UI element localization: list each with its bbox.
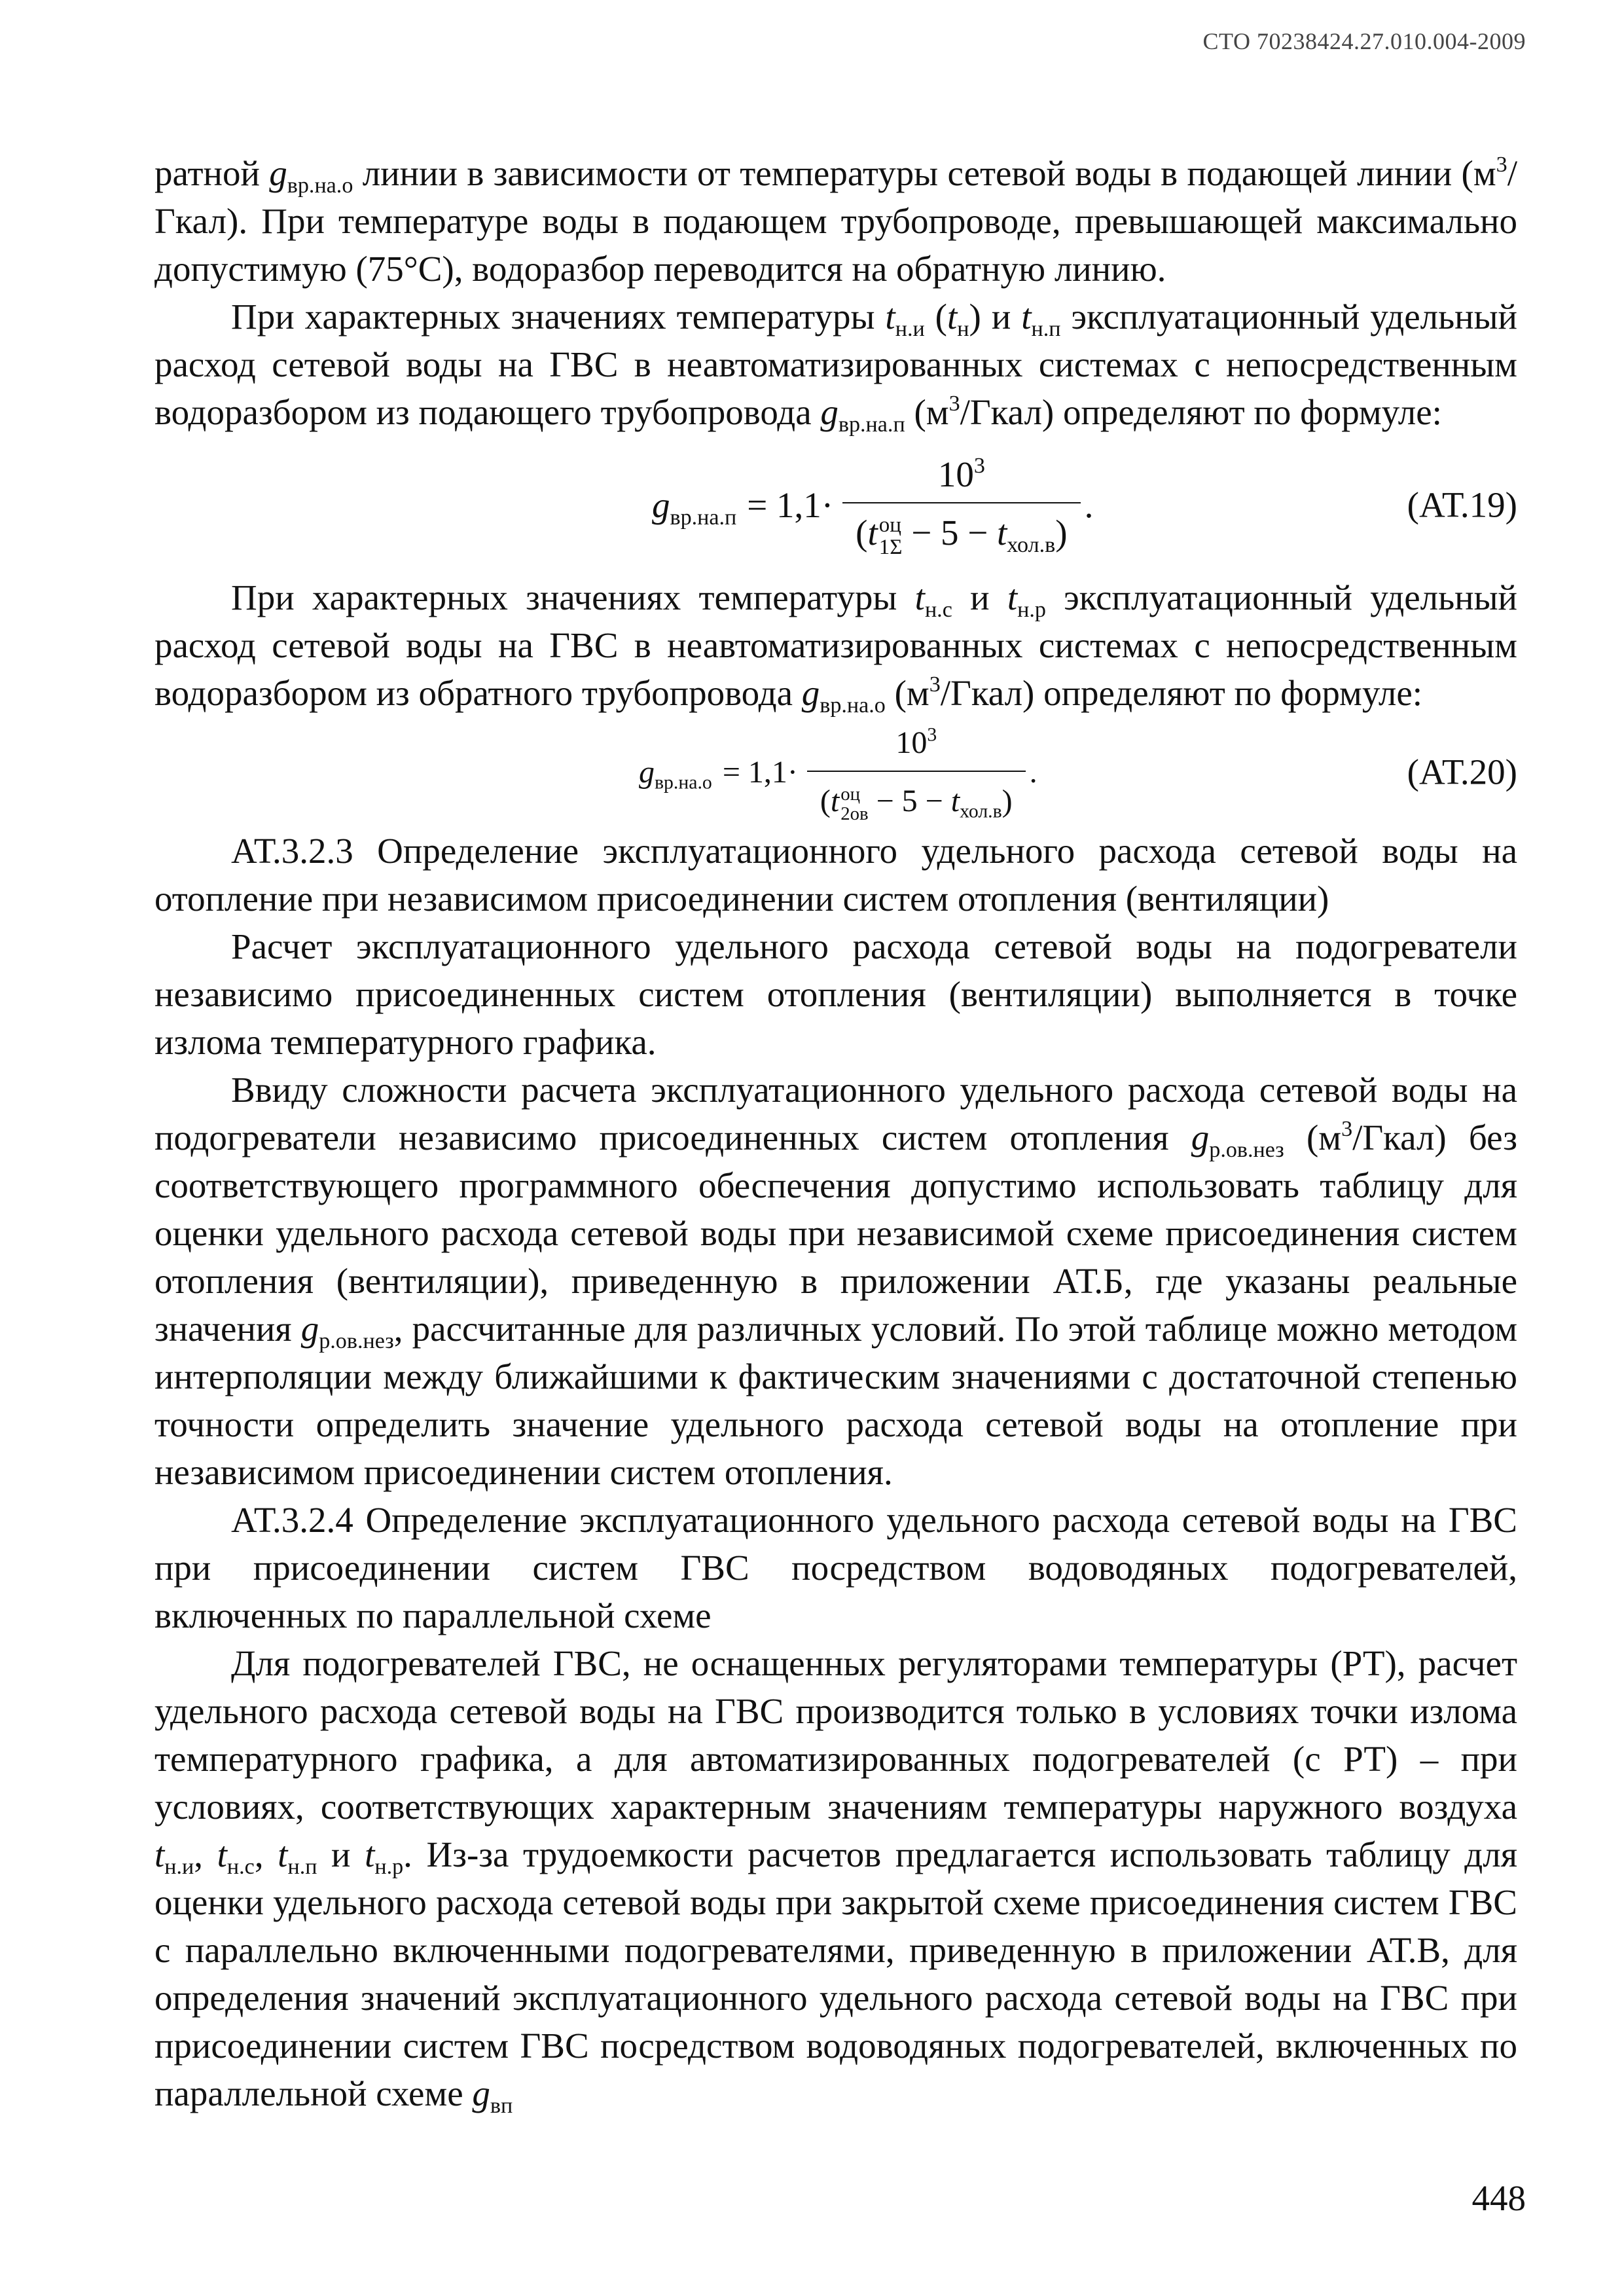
paragraph-2: При характерных значениях температуры $t_{н.и}$ $(t_н)$ и $t_{н.п}$ эксплуатационный удельный расход сетевой воды на ГВС в неавтоматизированных системах с непосредственным водоразбором из подающего трубопровода $g_{вр.на.п}$ $(м^3/Гкал)$ определяют по формуле: bbox=[154, 297, 1517, 437]
page-body bbox=[154, 149, 1517, 2117]
equation-number-at20: (АТ.20) bbox=[1407, 752, 1517, 792]
paragraph-8: Для подогревателей ГВС, не оснащенных регуляторами температуры (РТ), расчет удельного расхода сетевой воды на ГВС производится только в условиях точки излома температурного графика, а для автоматизированных подогревателей (с РТ) – при условиях, соответствующих характерным значениям температуры наружного воздуха $t_{н.и}$, $t_{н.с}$, $t_{н.п}$ и $t_{н.р}$. Из-за трудоемкости расчетов предлагается использовать таблицу для оценки удельного расхода сетевой воды при закрытой схеме присоединения систем ГВС с параллельно включенными подогревателями, приведенную в приложении АТ.В, для определения значений эксплуатационного удельного расхода сетевой воды на ГВС при присоединении систем ГВС посредством водоводяных подогревателей, включенных по параллельной схеме $g_{вп}$ bbox=[154, 1643, 1518, 2118]
equation-number-at19: (АТ.19) bbox=[1407, 484, 1517, 525]
paragraph-6: Ввиду сложности расчета эксплуатационного удельного расхода сетевой воды на подогреватели независимо присоединенных систем отопления $g_{р.ов.нез}$ $(м^3/Гкал)$ без соответствующего программного обеспечения допустимо использовать таблицу для оценки удельного расхода сетевой воды при независимой схеме присоединения систем отопления (вентиляции), приведенную в приложении АТ.Б, где указаны реальные значения $g_{р.ов.нез}$, рассчитанные для различных условий. По этой таблице можно методом интерполяции между ближайшими к фактическим значениями с достаточной степенью точности определить значение удельного расхода сетевой воды на отопление при независимом присоединении систем отопления. bbox=[154, 1070, 1518, 1492]
paragraph-1: ратной $g_{вр.на.о}$ линии в зависимости от температуры сетевой воды в подающей линии $(м^3/Гкал)$. При температуре воды в подающем трубопроводе, превышающей максимально допустимую (75°С), водоразбор переводится на обратную линию. bbox=[154, 152, 1517, 289]
fraction-at19: $10^3$ (t оц 1Σ − $5 - t_{хол.в}$) bbox=[842, 450, 1080, 559]
section-heading-at-3-2-4: АТ.3.2.4 Определение эксплуатационного удельного расхода сетевой воды на ГВС при присоединении систем ГВС посредством водоводяных подогревателей, включенных по параллельной схеме bbox=[154, 1500, 1517, 1635]
formula-at19: $g_{вр.на.п}$ = 1,1· $10^3$ (t оц 1Σ − $5 - t_{хол.в}$) . (АТ.19) bbox=[154, 436, 1517, 574]
document-code-header: СТО 70238424.27.010.004-2009 bbox=[1202, 28, 1526, 54]
formula-at20: $g_{вр.на.о}$ = 1,1· $10^3$ (t оц 2ов − $5 - t_{хол.в}$) . (АТ.20) bbox=[154, 717, 1517, 827]
section-heading-at-3-2-3: АТ.3.2.3 Определение эксплуатационного удельного расхода сетевой воды на отопление при независимом присоединении систем отопления (вентиляции) bbox=[154, 831, 1517, 919]
paragraph-3: При характерных значениях температуры $t_{н.с}$ и $t_{н.р}$ эксплуатационный удельный расход сетевой воды на ГВС в неавтоматизированных системах с непосредственным водоразбором из обратного трубопровода $g_{вр.на.о}$ $(м^3/Гкал)$ определяют по формуле: bbox=[154, 577, 1517, 718]
paragraph-5: Расчет эксплуатационного удельного расхода сетевой воды на подогреватели независимо присоединенных систем отопления (вентиляции) выполняется в точке излома температурного графика. bbox=[154, 926, 1517, 1062]
fraction-at20: $10^3$ (t оц 2ов − $5 - t_{хол.в}$) bbox=[807, 719, 1026, 825]
page-number: 448 bbox=[1471, 2178, 1526, 2218]
